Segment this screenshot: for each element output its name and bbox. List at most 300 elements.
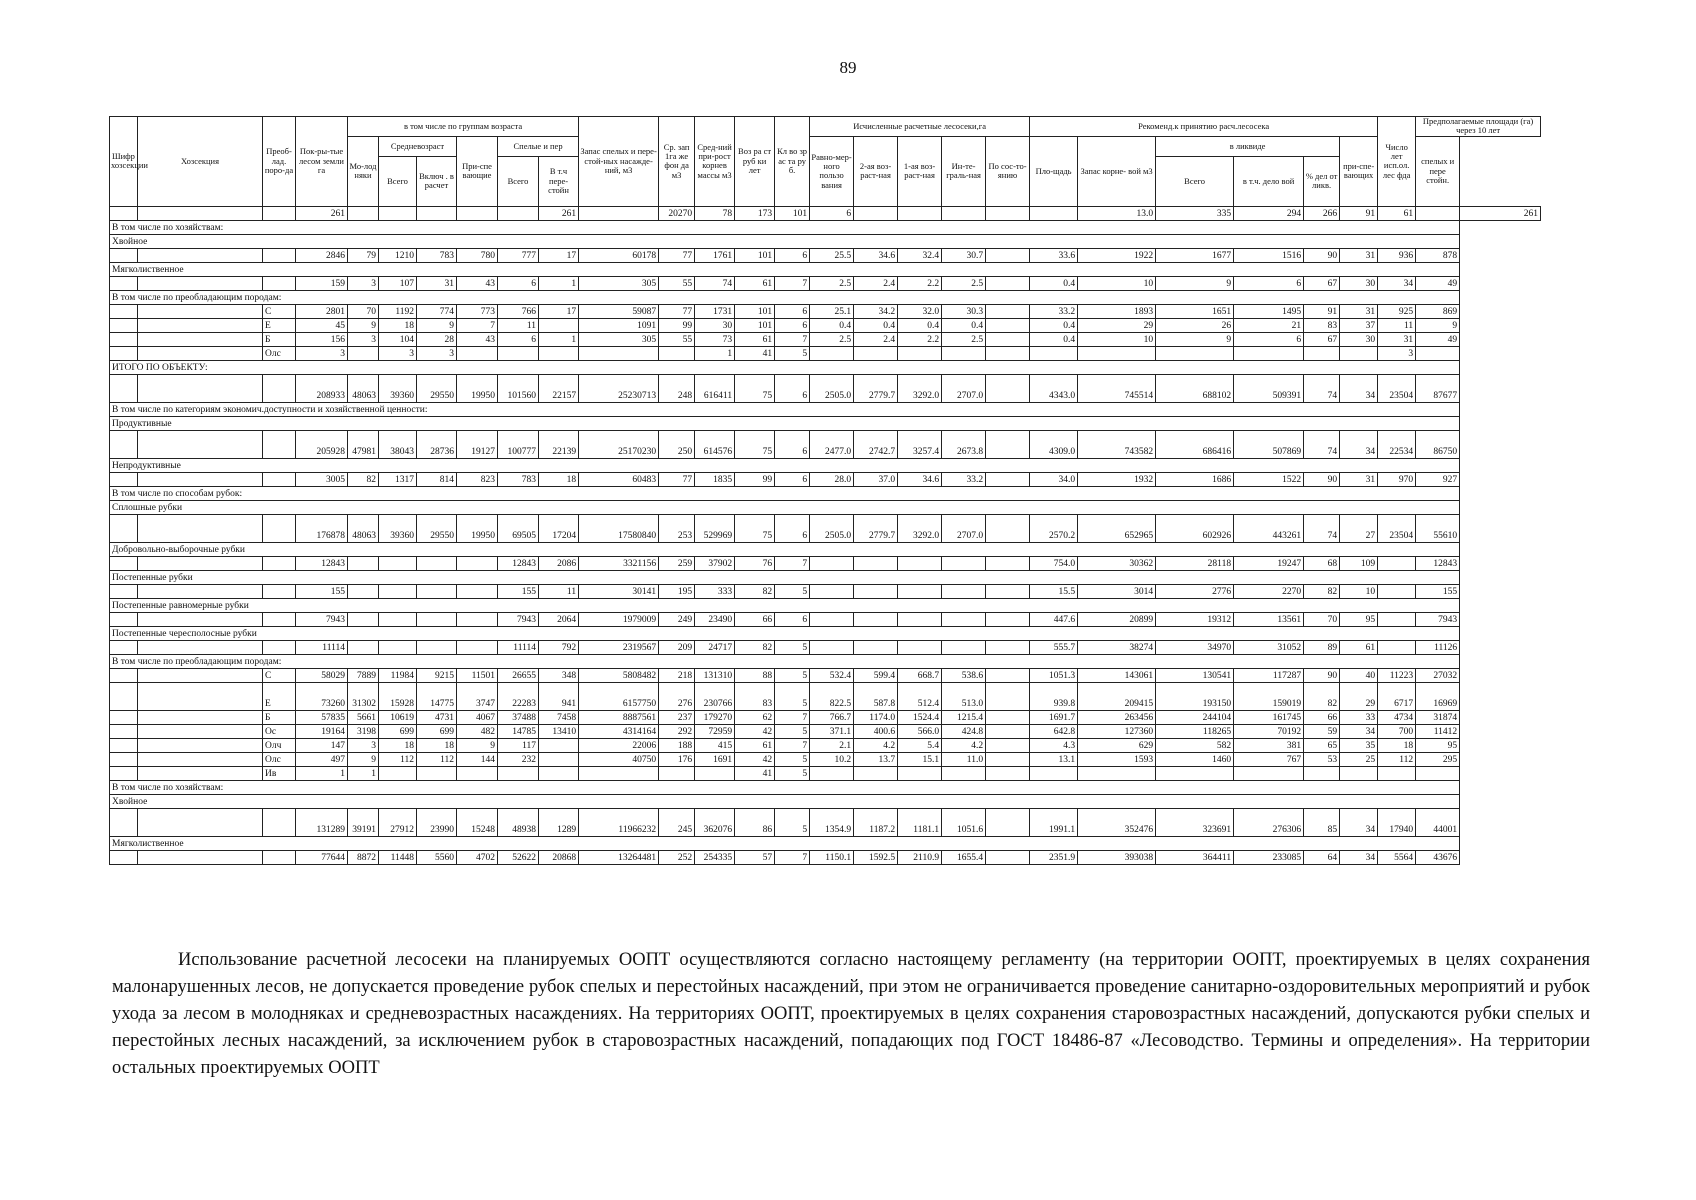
table-cell: 783 [498, 472, 539, 486]
table-cell: 31 [1378, 332, 1416, 346]
section-header-row [110, 402, 1541, 416]
table-cell [854, 766, 898, 780]
table-cell: 532.4 [810, 668, 854, 682]
table-cell: 294 [1234, 206, 1304, 220]
header-chislo-let: Число лет исп.ол. лес фда [1378, 117, 1416, 207]
table-cell [942, 556, 986, 570]
table-cell: Е [263, 682, 296, 710]
table-cell: 29550 [417, 514, 457, 542]
table-cell: 31052 [1234, 640, 1304, 654]
table-cell: 3 [417, 346, 457, 360]
table-cell: 7943 [296, 612, 348, 626]
table-cell: 6 [498, 332, 539, 346]
table-cell [110, 472, 138, 486]
table-cell: 2.1 [810, 738, 854, 752]
table-cell: 40 [1340, 668, 1378, 682]
table-cell: 30141 [579, 584, 659, 598]
table-cell: 107 [379, 276, 417, 290]
table-cell: 30.7 [942, 248, 986, 262]
table-cell: 1051.3 [1030, 668, 1078, 682]
table-cell: 22283 [498, 682, 539, 710]
table-cell: 1192 [379, 304, 417, 318]
table-cell: 5.4 [898, 738, 942, 752]
table-cell: 65 [1304, 738, 1340, 752]
table-cell [1304, 766, 1340, 780]
table-cell: 69505 [498, 514, 539, 542]
table-cell: 24717 [695, 640, 735, 654]
table-row [110, 248, 1541, 262]
table-cell [1416, 766, 1460, 780]
table-cell: 19247 [1234, 556, 1304, 570]
table-cell: 13.0 [1078, 206, 1156, 220]
table-cell: 7 [457, 318, 498, 332]
table-cell: Ос [263, 724, 296, 738]
table-cell: 19312 [1156, 612, 1234, 626]
table-cell [263, 850, 296, 864]
table-cell: 4734 [1378, 710, 1416, 724]
table-cell: 9 [417, 318, 457, 332]
section-label: Мягколиственное [110, 836, 1460, 850]
table-cell: 22157 [539, 374, 579, 402]
table-cell: 31 [1340, 304, 1378, 318]
table-cell: 13.7 [854, 752, 898, 766]
table-cell: 1210 [379, 248, 417, 262]
table-cell [539, 752, 579, 766]
table-cell: 780 [457, 248, 498, 262]
table-cell [379, 584, 417, 598]
header-hozsekciya: Хозсекция [138, 117, 263, 207]
table-cell [138, 710, 263, 724]
table-cell: 82 [735, 584, 775, 598]
table-cell: 2505.0 [810, 514, 854, 542]
table-cell: 6717 [1378, 682, 1416, 710]
table-cell [263, 514, 296, 542]
table-cell: 77 [659, 304, 695, 318]
table-cell: 509391 [1234, 374, 1304, 402]
table-cell: 686416 [1156, 430, 1234, 458]
table-cell: 263456 [1078, 710, 1156, 724]
section-label: Продуктивные [110, 416, 1460, 430]
section-label: В том числе по хозяйствам: [110, 220, 1460, 234]
table-cell: 48063 [348, 514, 379, 542]
table-cell: 32.0 [898, 304, 942, 318]
table-cell: 512.4 [898, 682, 942, 710]
table-cell: 767 [1234, 752, 1304, 766]
table-cell: 232 [498, 752, 539, 766]
table-cell: 1091 [579, 318, 659, 332]
table-cell: 2846 [296, 248, 348, 262]
table-cell [986, 248, 1030, 262]
table-cell: 34 [1378, 276, 1416, 290]
table-cell: 1289 [539, 808, 579, 836]
table-row [110, 640, 1541, 654]
section-header-row [110, 360, 1541, 374]
table-cell: 1979009 [579, 612, 659, 626]
table-cell: 74 [1304, 374, 1340, 402]
table-row [110, 850, 1541, 864]
table-cell [138, 248, 263, 262]
table-cell: 95 [1416, 738, 1460, 752]
table-cell [138, 640, 263, 654]
table-cell: 814 [417, 472, 457, 486]
table-row [110, 430, 1541, 458]
table-cell [898, 640, 942, 654]
table-cell [1416, 346, 1460, 360]
header-spel-vsego: Всего [498, 156, 539, 206]
table-cell [110, 276, 138, 290]
table-cell [1156, 766, 1234, 780]
table-cell: 99 [659, 318, 695, 332]
table-cell: 688102 [1156, 374, 1234, 402]
table-cell [986, 276, 1030, 290]
table-cell [348, 346, 379, 360]
table-cell: 59 [1304, 724, 1340, 738]
table-cell: 7 [775, 710, 810, 724]
section-label: ИТОГО ПО ОБЪЕКТУ: [110, 360, 1460, 374]
table-cell: 11.0 [942, 752, 986, 766]
table-cell: 48938 [498, 808, 539, 836]
table-cell: 205928 [296, 430, 348, 458]
table-cell: 131310 [695, 668, 735, 682]
table-cell: 7 [775, 332, 810, 346]
table-cell: 11966232 [579, 808, 659, 836]
table-cell: 101 [735, 304, 775, 318]
table-cell: 52622 [498, 850, 539, 864]
table-row [110, 514, 1541, 542]
table-cell [138, 472, 263, 486]
table-cell: 112 [417, 752, 457, 766]
table-cell: 700 [1378, 724, 1416, 738]
table-cell: 4309.0 [1030, 430, 1078, 458]
table-cell: 14775 [417, 682, 457, 710]
table-cell: 230766 [695, 682, 735, 710]
table-cell: 4731 [417, 710, 457, 724]
table-cell: 348 [539, 668, 579, 682]
table-cell: 30.3 [942, 304, 986, 318]
table-cell: 352476 [1078, 808, 1156, 836]
table-cell: 74 [1304, 514, 1340, 542]
table-cell [1378, 640, 1416, 654]
table-cell: 305 [579, 276, 659, 290]
table-cell: 88 [735, 668, 775, 682]
table-cell: 1651 [1156, 304, 1234, 318]
table-cell: 2477.0 [810, 430, 854, 458]
table-cell: 25 [1340, 752, 1378, 766]
table-cell: 1922 [1078, 248, 1156, 262]
table-cell: 2801 [296, 304, 348, 318]
table-cell: 17940 [1378, 808, 1416, 836]
table-cell [1378, 766, 1416, 780]
table-row [110, 668, 1541, 682]
table-cell [110, 248, 138, 262]
table-row [110, 710, 1541, 724]
header-sred-prirost: Сред-ний при-рост корнев массы м3 [695, 117, 735, 207]
table-cell [110, 682, 138, 710]
section-label: В том числе по категориям экономич.доступности и хозяйственной ценности: [110, 402, 1460, 416]
table-cell: 22534 [1378, 430, 1416, 458]
table-cell: 2.2 [898, 276, 942, 290]
table-cell: 766 [498, 304, 539, 318]
table-cell: 3 [379, 346, 417, 360]
table-cell [263, 556, 296, 570]
table-cell [110, 766, 138, 780]
table-cell [810, 556, 854, 570]
table-cell [457, 346, 498, 360]
table-cell [138, 206, 263, 220]
table-cell [138, 514, 263, 542]
table-cell: 3 [348, 738, 379, 752]
table-cell [263, 248, 296, 262]
table-cell [1340, 766, 1378, 780]
section-header-row [110, 234, 1541, 248]
section-label: В том числе по хозяйствам: [110, 780, 1460, 794]
table-cell: 13561 [1234, 612, 1304, 626]
table-cell [263, 374, 296, 402]
table-cell: С [263, 668, 296, 682]
table-cell: 1 [539, 276, 579, 290]
table-cell: 20868 [539, 850, 579, 864]
table-cell: 76 [735, 556, 775, 570]
table-cell [1304, 346, 1340, 360]
table-cell: 10619 [379, 710, 417, 724]
table-cell [986, 430, 1030, 458]
table-cell: 83 [735, 682, 775, 710]
header-group-srednevozr: Средневозраст [379, 136, 457, 156]
table-cell [110, 332, 138, 346]
table-cell [898, 206, 942, 220]
table-cell: 209415 [1078, 682, 1156, 710]
table-cell: 147 [296, 738, 348, 752]
table-cell [263, 472, 296, 486]
table-cell [138, 682, 263, 710]
section-label: В том числе по преобладающим породам: [110, 654, 1460, 668]
table-cell: 37488 [498, 710, 539, 724]
table-cell: 1686 [1156, 472, 1234, 486]
table-cell: 209 [659, 640, 695, 654]
table-cell: 792 [539, 640, 579, 654]
table-cell: 66 [735, 612, 775, 626]
table-cell: 261 [539, 206, 579, 220]
table-cell: 112 [1378, 752, 1416, 766]
table-cell: 37 [1340, 318, 1378, 332]
table-cell: 159019 [1234, 682, 1304, 710]
table-cell: 7 [775, 276, 810, 290]
table-cell: 2779.7 [854, 374, 898, 402]
table-row [110, 346, 1541, 360]
table-cell: 745514 [1078, 374, 1156, 402]
table-cell: 82 [1304, 682, 1340, 710]
table-cell [110, 612, 138, 626]
table-cell: 87677 [1416, 374, 1460, 402]
table-cell: 371.1 [810, 724, 854, 738]
table-cell: 18 [539, 472, 579, 486]
table-cell [110, 206, 138, 220]
table-cell: 59087 [579, 304, 659, 318]
table-cell: 7 [775, 850, 810, 864]
table-row [110, 332, 1541, 346]
table-cell [110, 304, 138, 318]
table-cell: 823 [457, 472, 498, 486]
table-row [110, 472, 1541, 486]
table-cell: 45 [296, 318, 348, 332]
table-cell: 11412 [1416, 724, 1460, 738]
table-cell: 616411 [695, 374, 735, 402]
table-cell: 161745 [1234, 710, 1304, 724]
table-cell: 61 [735, 738, 775, 752]
table-cell: 37.0 [854, 472, 898, 486]
table-cell [110, 752, 138, 766]
table-cell [457, 206, 498, 220]
table-cell: Б [263, 710, 296, 724]
table-cell: 393038 [1078, 850, 1156, 864]
table-cell: 58029 [296, 668, 348, 682]
table-cell: 9 [457, 738, 498, 752]
table-cell: Олч [263, 738, 296, 752]
table-cell: 261 [296, 206, 348, 220]
section-header-row [110, 458, 1541, 472]
table-cell: 822.5 [810, 682, 854, 710]
table-cell: 218 [659, 668, 695, 682]
table-cell: 362076 [695, 808, 735, 836]
table-cell: 4343.0 [1030, 374, 1078, 402]
table-cell: 754.0 [1030, 556, 1078, 570]
table-cell [810, 612, 854, 626]
table-cell: 28 [417, 332, 457, 346]
table-cell: 513.0 [942, 682, 986, 710]
table-cell [986, 682, 1030, 710]
table-cell: 29 [1340, 682, 1378, 710]
table-cell [986, 514, 1030, 542]
table-cell: 1991.1 [1030, 808, 1078, 836]
table-cell [110, 724, 138, 738]
table-cell: 61 [1340, 640, 1378, 654]
header-molodnyaki: Мо-лод няки [348, 136, 379, 206]
table-cell: 1932 [1078, 472, 1156, 486]
table-cell: 68 [1304, 556, 1340, 570]
table-cell [110, 668, 138, 682]
table-cell: 25170230 [579, 430, 659, 458]
table-cell: 1187.2 [854, 808, 898, 836]
table-cell: 364411 [1156, 850, 1234, 864]
table-cell: 2779.7 [854, 514, 898, 542]
table-cell: 248 [659, 374, 695, 402]
table-cell: 9215 [417, 668, 457, 682]
table-cell: 878 [1416, 248, 1460, 262]
table-cell: 773 [457, 304, 498, 318]
table-row [110, 724, 1541, 738]
table-cell [986, 612, 1030, 626]
table-cell: 15.5 [1030, 584, 1078, 598]
table-cell: 3 [348, 332, 379, 346]
table-cell [379, 640, 417, 654]
table-cell: 72959 [695, 724, 735, 738]
table-cell [986, 556, 1030, 570]
table-cell: 2110.9 [898, 850, 942, 864]
table-cell [854, 206, 898, 220]
table-cell: 5 [775, 584, 810, 598]
table-cell: 9 [1156, 332, 1234, 346]
table-cell: 49 [1416, 332, 1460, 346]
table-cell: 2673.8 [942, 430, 986, 458]
table-cell [263, 206, 296, 220]
table-cell [986, 304, 1030, 318]
table-cell [1156, 346, 1234, 360]
table-cell: 193150 [1156, 682, 1234, 710]
table-cell: 2270 [1234, 584, 1304, 598]
table-cell: 323691 [1156, 808, 1234, 836]
body-paragraph: Использование расчетной лесосеки на планируемых ООПТ осуществляются согласно настоящему регламенту (на территории ООПТ, проектируемых в целях сохранения малонарушенных лесов, не допускается проведение рубок спелых и перестойных насаждений, при этом не ограничивается проведение санитарно-оздоровительных мероприятий и рубок ухода за лесом в молодняках и средневозрастных насаждениях. На территориях ООПТ, проектируемых в целях сохранения старовозрастных насаждений, допускаются рубки спелых и перестойных лесных насаждений, за исключением рубок в старовозрастных насаждений, попадающих под ГОСТ 18486-87 «Лесоводство. Термины и определения». На территории остальных проектируемых ООПТ [112, 949, 1590, 1078]
table-cell: 13.1 [1030, 752, 1078, 766]
table-cell [138, 738, 263, 752]
table-cell: 276306 [1234, 808, 1304, 836]
table-cell: 9 [1416, 318, 1460, 332]
section-header-row [110, 486, 1541, 500]
table-cell [898, 556, 942, 570]
header-ravnomer: Равно-мер-ного пользо вания [810, 136, 854, 206]
table-cell: 1 [539, 332, 579, 346]
table-row [110, 556, 1541, 570]
table-cell: 2505.0 [810, 374, 854, 402]
table-cell [854, 584, 898, 598]
table-cell: Б [263, 332, 296, 346]
table-cell: 400.6 [854, 724, 898, 738]
section-label: Непродуктивные [110, 458, 1460, 472]
table-cell: 20899 [1078, 612, 1156, 626]
table-cell [138, 752, 263, 766]
table-cell: 244104 [1156, 710, 1234, 724]
header-ploshad: Пло-щадь [1030, 136, 1078, 206]
table-cell [110, 318, 138, 332]
table-cell: 2.4 [854, 332, 898, 346]
table-cell: 266 [1304, 206, 1340, 220]
table-cell: 1 [348, 766, 379, 780]
table-cell [110, 808, 138, 836]
table-cell: 39191 [348, 808, 379, 836]
table-cell: 176 [659, 752, 695, 766]
table-cell: 602926 [1156, 514, 1234, 542]
table-cell [986, 752, 1030, 766]
table-cell: 6 [775, 472, 810, 486]
table-cell: 5808482 [579, 668, 659, 682]
table-cell: 159 [296, 276, 348, 290]
table-cell: 55610 [1416, 514, 1460, 542]
table-cell: 33.2 [1030, 304, 1078, 318]
table-cell: 37902 [695, 556, 735, 570]
table-cell: 1215.4 [942, 710, 986, 724]
table-cell: 15248 [457, 808, 498, 836]
table-cell: 774 [417, 304, 457, 318]
table-cell: 11 [539, 584, 579, 598]
table-cell: 1524.4 [898, 710, 942, 724]
table-cell: 19950 [457, 374, 498, 402]
table-cell: 176878 [296, 514, 348, 542]
table-cell: 155 [1416, 584, 1460, 598]
table-cell [498, 206, 539, 220]
table-cell: 179270 [695, 710, 735, 724]
section-label: Постепенные равномерные рубки [110, 598, 1460, 612]
table-cell: 11984 [379, 668, 417, 682]
header-likv-vsego: Всего [1156, 156, 1234, 206]
table-cell [1030, 346, 1078, 360]
table-cell [986, 332, 1030, 346]
table-cell: 566.0 [898, 724, 942, 738]
table-cell: 3747 [457, 682, 498, 710]
table-cell: 936 [1378, 248, 1416, 262]
header-prispev-10: при-спе-вающих [1340, 136, 1378, 206]
table-cell: 91 [1340, 206, 1378, 220]
table-cell [854, 640, 898, 654]
table-cell: Олс [263, 346, 296, 360]
